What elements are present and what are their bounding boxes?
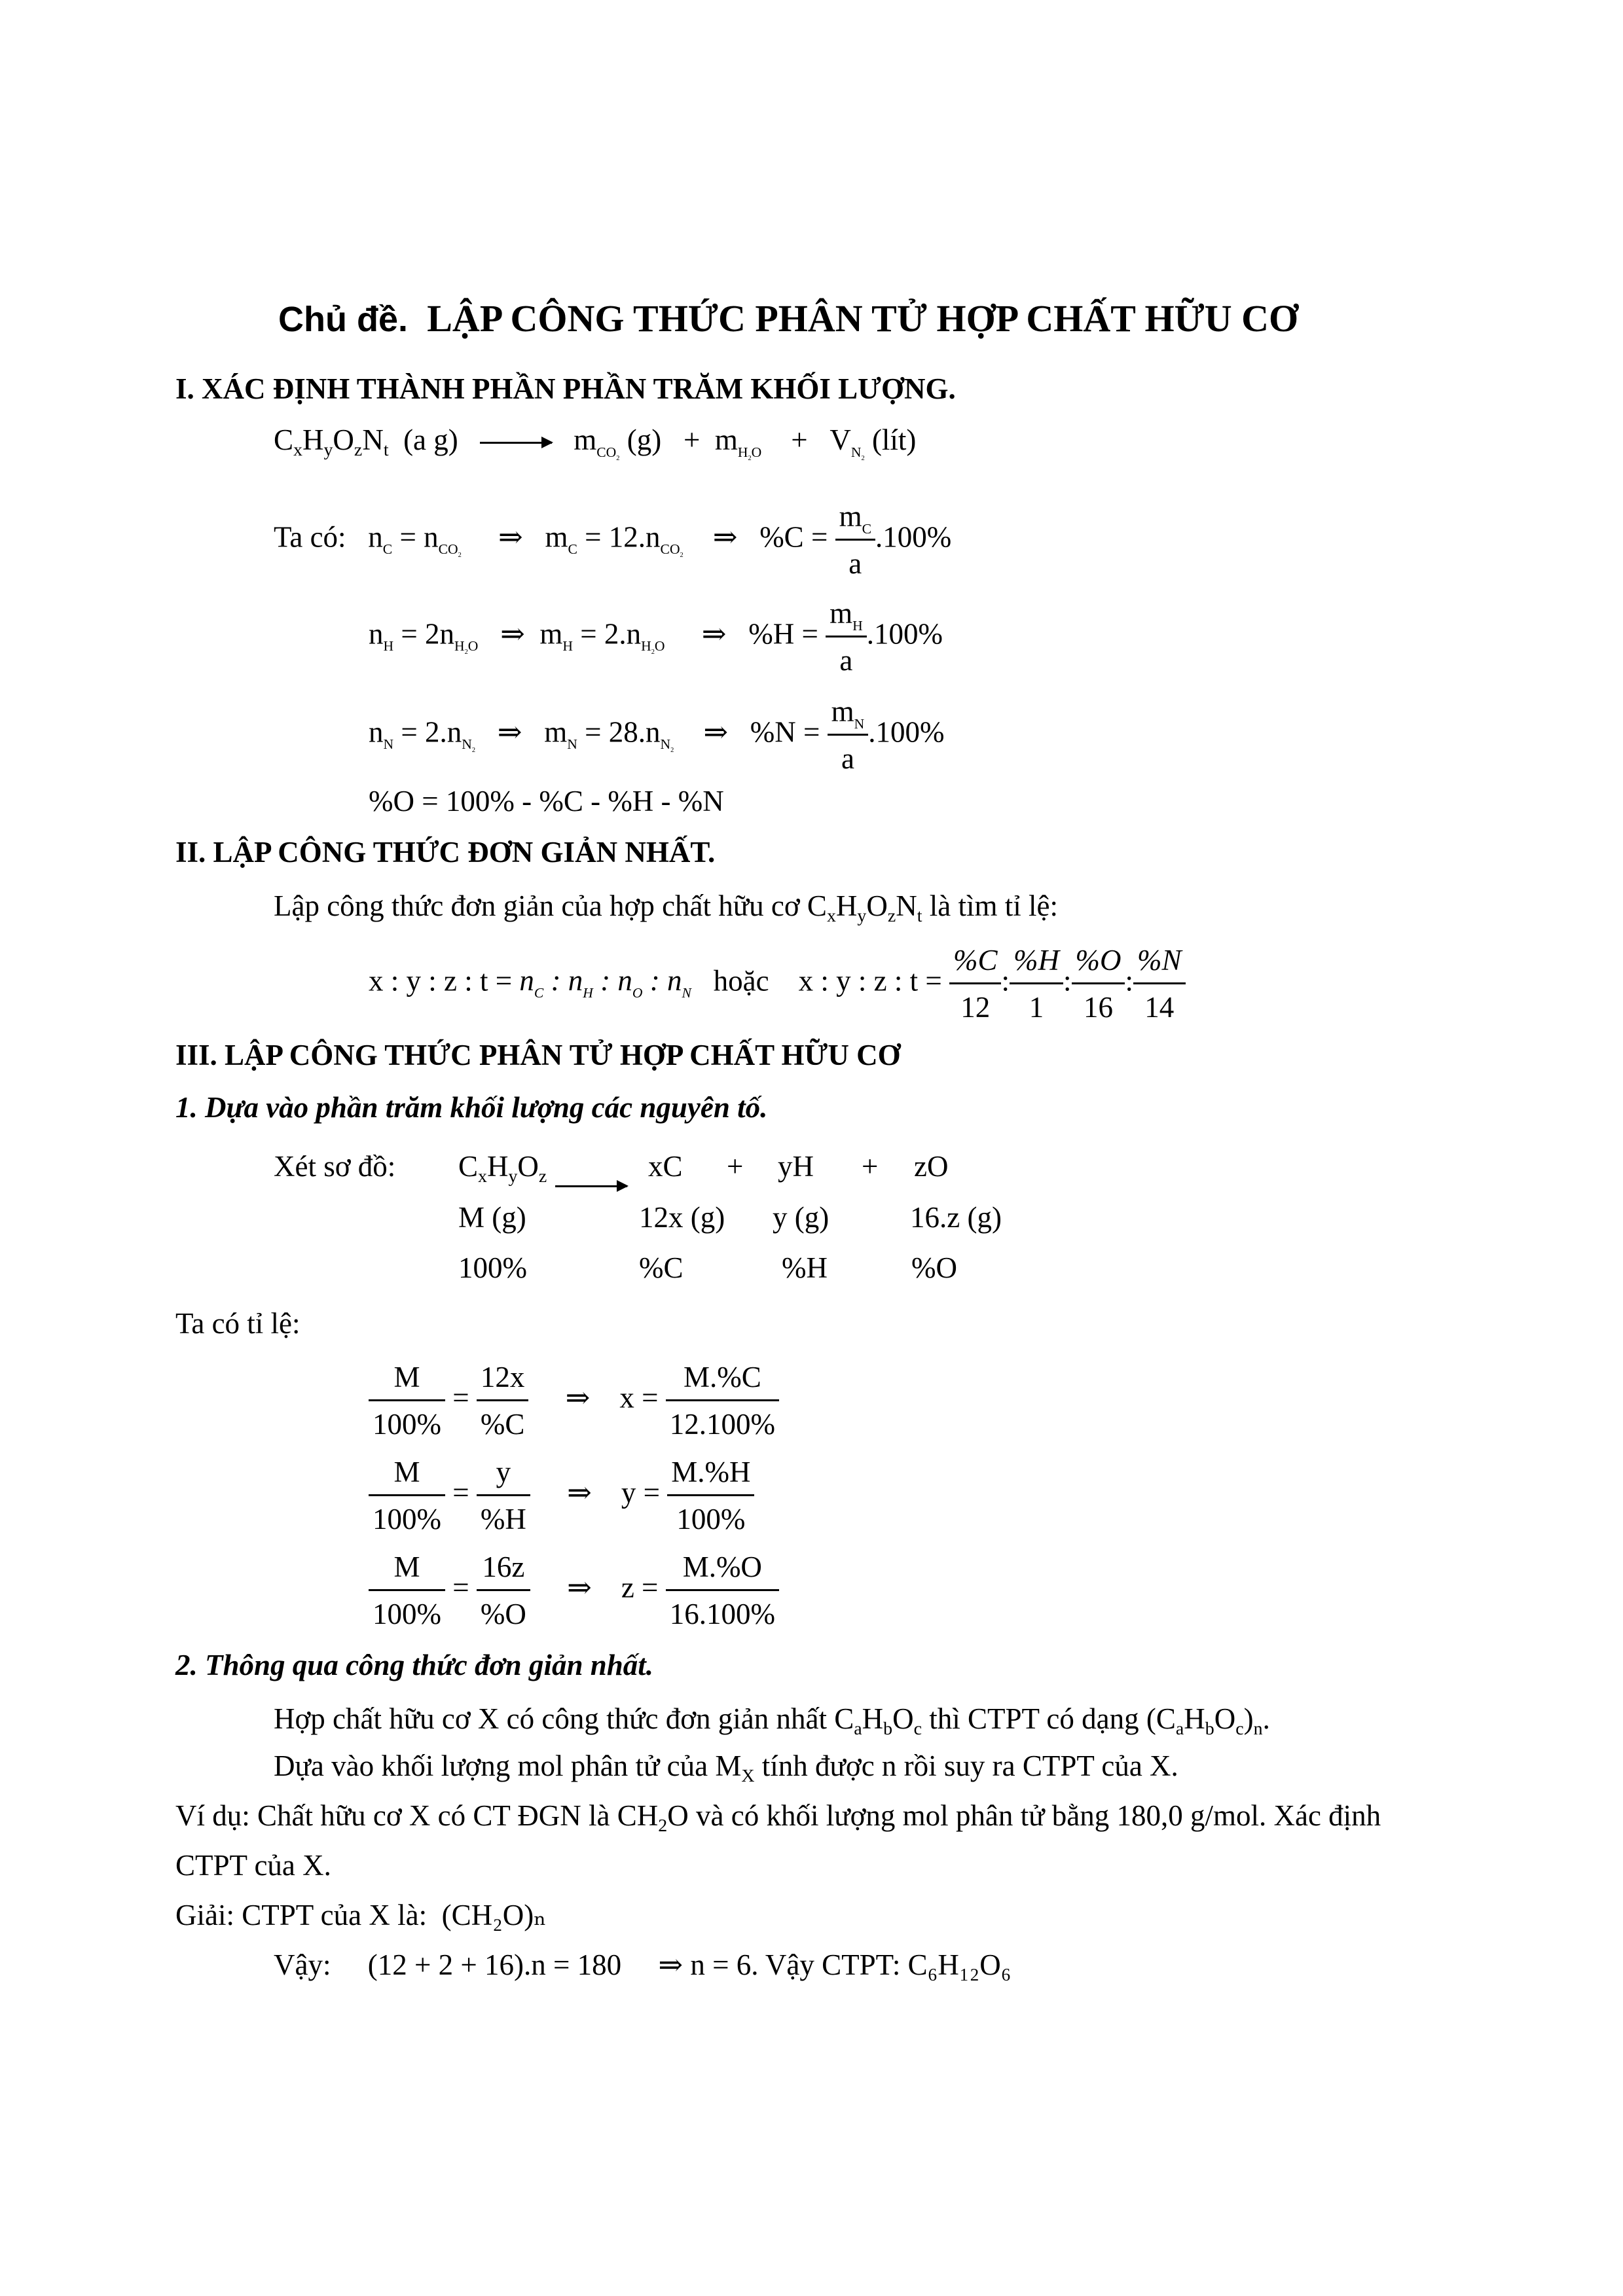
hoac-text: hoặc — [713, 964, 769, 997]
scheme-arrow-icon — [555, 1185, 627, 1187]
n2-unit: (lít) — [871, 423, 917, 456]
solution-label: Giải: CTPT của X là: — [175, 1899, 428, 1931]
page-title — [278, 297, 1299, 340]
scheme-reactant: $C_xH_yO_z$ — [458, 1150, 547, 1187]
para2-text: Dựa vào khối lượng mol phân tử của M — [274, 1749, 742, 1782]
section1-heading: I. XÁC ĐỊNH THÀNH PHẦN PHẦN TRĂM KHỐI LƯỢNG. — [175, 372, 956, 405]
ta-co-ti-le: Ta có tỉ lệ: — [175, 1307, 301, 1340]
subsection1-heading: 1. Dựa vào phần trăm khối lượng các nguyên tố. — [175, 1091, 768, 1124]
sample-mass: (a g) — [403, 423, 458, 456]
ratio-z: $\frac{M}{100\%}$ = $\frac{16z}{\%O}$ ⇒ z = $\frac{M.\%O}{16.100\%}$ — [369, 1548, 779, 1633]
scheme-product-o: zO — [914, 1150, 949, 1183]
nitrogen-equation: $n_N = 2.n_{N_2}$ ⇒ $m_N = 28.n_{N_2}$ ⇒ %N = $\frac{m_N}{a}$ .100% — [369, 692, 945, 778]
para1-text: Hợp chất hữu cơ X có công thức đơn giản nhất — [274, 1702, 835, 1735]
hydrogen-equation: $n_H = 2n_{H_2O}$ ⇒ $m_H = 2.n_{H_2O}$ ⇒ %H = $\frac{m_H}{a}$ .100% — [369, 594, 943, 679]
ratio-left: x : y : z : t = — [369, 964, 520, 997]
subsection2-heading: 2. Thông qua công thức đơn giản nhất. — [175, 1649, 654, 1681]
para2-sub: X — [741, 1765, 755, 1786]
carbon-fraction: $\frac{m_C}{a}$ — [835, 497, 875, 583]
scheme-mass-o: 16.z (g) — [910, 1201, 1002, 1234]
vay-result: n = 6. Vậy CTPT: C₆H₁₂O₆ — [690, 1948, 1012, 1981]
solution-line — [175, 1901, 547, 1930]
solution-formula: (CH₂O)ₙ — [441, 1899, 547, 1931]
example-line2: CTPT của X. — [175, 1849, 331, 1882]
scheme-percent-o: %O — [911, 1251, 957, 1284]
example-line1: Ví dụ: Chất hữu cơ X có CT ĐGN là $CH_2O$ và có khối lượng mol phân tử bằng 180,0 g/mol. Xác định — [175, 1799, 1381, 1836]
para2-after: tính được n rồi suy ra CTPT của X. — [754, 1749, 1178, 1782]
scheme-plus: + — [862, 1150, 879, 1183]
scheme-mass-m: M (g) — [458, 1201, 526, 1234]
vay-calc: (12 + 2 + 16).n = 180 — [367, 1948, 622, 1981]
scheme-product-h: yH — [778, 1150, 814, 1183]
ratio-x: $\frac{M}{100\%}$ = $\frac{12x}{\%C}$ ⇒ x = $\frac{M.\%C}{12.100\%}$ — [369, 1358, 779, 1443]
ta-co-label: Ta có: — [274, 520, 346, 554]
paragraph-molar-mass — [274, 1749, 1178, 1786]
scheme-product-c: xC — [648, 1150, 683, 1183]
intro-text: Lập công thức đơn giản của hợp chất hữu cơ — [274, 889, 807, 922]
section3-heading: III. LẬP CÔNG THỨC PHÂN TỬ HỢP CHẤT HỮU CƠ — [175, 1039, 901, 1071]
frac-h: $\frac{\%H}{1}$ — [1010, 941, 1063, 1026]
percent-factor: .100% — [866, 617, 943, 651]
co2-unit: (g) — [627, 423, 662, 456]
paragraph-ctdgn: Hợp chất hữu cơ X có công thức đơn giản nhất $C_aH_bO_c$ thì CTPT có dạng $(C_aH_bO_c)_n$. — [274, 1702, 1270, 1739]
title-main: LẬP CÔNG THỨC PHÂN TỬ HỢP CHẤT HỮU CƠ — [427, 297, 1299, 340]
percent-factor: .100% — [868, 715, 945, 749]
nitrogen-fraction: $\frac{m_N}{a}$ — [828, 692, 869, 778]
reaction-arrow-icon — [480, 442, 552, 444]
frac-o: $\frac{\%O}{16}$ — [1072, 941, 1125, 1026]
section2-intro: Lập công thức đơn giản của hợp chất hữu cơ $C_xH_yO_zN_t$ là tìm tỉ lệ: — [274, 889, 1058, 926]
scheme-percent-c: %C — [639, 1251, 684, 1284]
section2-heading: II. LẬP CÔNG THỨC ĐƠN GIẢN NHẤT. — [175, 836, 716, 869]
scheme-percent-h: %H — [782, 1251, 828, 1284]
vay-line: Vậy: (12 + 2 + 16).n = 180 ⇒ n = 6. Vậy CTPT: C₆H₁₂O₆ — [274, 1948, 1012, 1981]
hydrogen-fraction: $\frac{m_H}{a}$ — [826, 594, 867, 679]
scheme-mass-h: y (g) — [773, 1201, 830, 1234]
scheme-plus: + — [727, 1150, 744, 1183]
carbon-equation: Ta có: $n_C = n_{CO_2}$ ⇒ $m_C = 12.n_{CO_2}$ ⇒ %C = $\frac{m_C}{a}$ .100% — [274, 497, 951, 583]
para1-mid: thì CTPT có dạng — [921, 1702, 1146, 1735]
ratio-right: x : y : z : t = — [798, 964, 949, 997]
para1-end: . — [1262, 1702, 1270, 1735]
frac-n: $\frac{\%N}{14}$ — [1133, 941, 1186, 1026]
ratio-formula: x : y : z : $t = n_C$ : $n_H$ : $n_O$ : $n_N$ hoặc x : y : z : t = $\frac{\%C}{12}$ : $\frac{\%H}{1}$ : $\frac{\%O}{16}$ : $\frac{\%N}{14}$ — [369, 941, 1186, 1026]
intro-text-end: là tìm tỉ lệ: — [922, 889, 1058, 922]
scheme-percent-m: 100% — [458, 1251, 527, 1284]
scheme-label: Xét sơ đồ: — [274, 1150, 396, 1183]
example-text: Ví dụ: Chất hữu cơ X có CT ĐGN là CH — [175, 1799, 659, 1832]
oxygen-equation: %O = 100% - %C - %H - %N — [369, 785, 724, 817]
combustion-reaction: $C_xH_yO_zN_t$ (a g) $m_{CO_2}$ $(g) + m_{H_2O}$ + $V_{N_2}$ (lít) — [274, 423, 917, 462]
scheme-mass-c: 12x (g) — [639, 1201, 725, 1234]
percent-factor: .100% — [875, 520, 952, 554]
ratio-y: $\frac{M}{100\%}$ = $\frac{y}{\%H}$ ⇒ y = $\frac{M.\%H}{100\%}$ — [369, 1453, 754, 1538]
vay-label: Vậy: — [274, 1948, 331, 1981]
frac-c: $\frac{\%C}{12}$ — [949, 941, 1002, 1026]
example-text-end: O và có khối lượng mol phân tử bằng 180,0 g/mol. Xác định — [667, 1799, 1381, 1832]
title-prefix: Chủ đề. — [278, 300, 408, 339]
